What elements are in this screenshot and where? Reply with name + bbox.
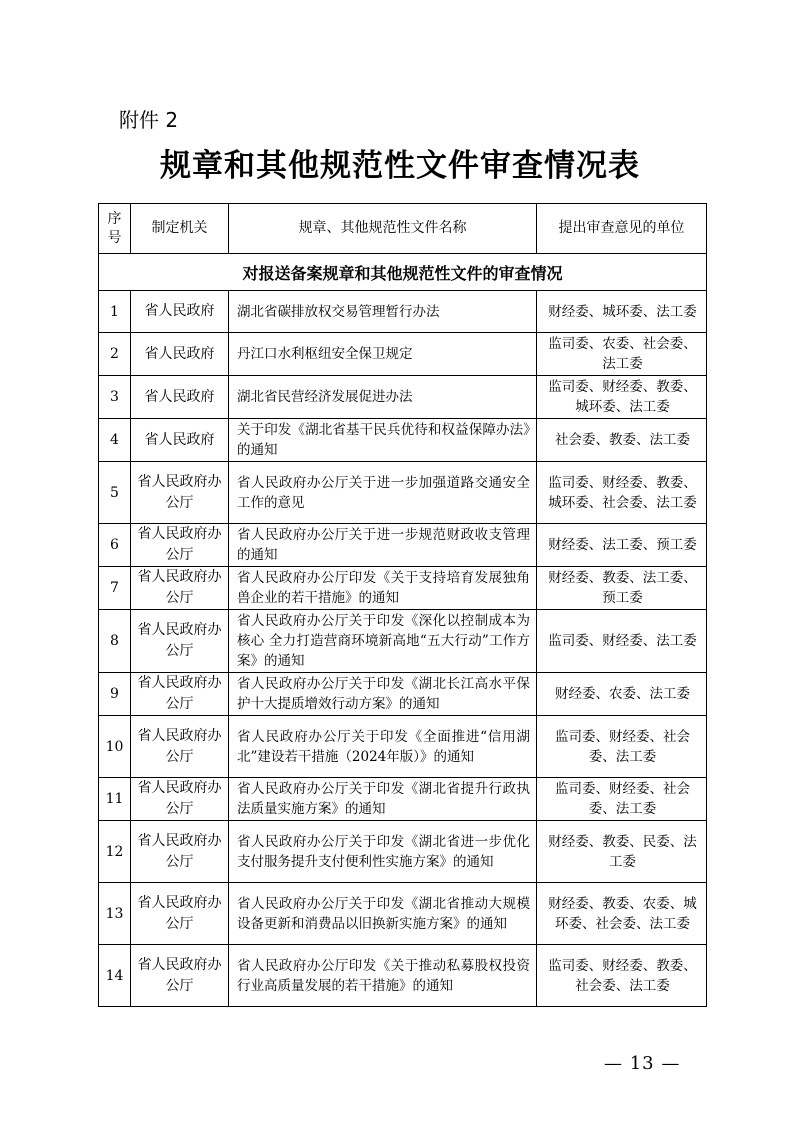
row-org: 省人民政府办公厅 [131, 821, 229, 883]
row-review-units: 监司委、财经委、教委、社会委、法工委 [537, 945, 707, 1007]
row-org: 省人民政府 [131, 419, 229, 462]
row-number: 8 [99, 610, 131, 673]
attachment-label: 附件 2 [119, 108, 179, 132]
row-org: 省人民政府办公厅 [131, 673, 229, 716]
row-document-name: 省人民政府办公厅关于进一步加强道路交通安全工作的意见 [229, 462, 537, 524]
row-org: 省人民政府办公厅 [131, 778, 229, 821]
row-number: 5 [99, 462, 131, 524]
table-row [99, 333, 707, 376]
row-document-name: 关于印发《湖北省基干民兵优待和权益保障办法》的通知 [229, 419, 537, 462]
row-document-name: 湖北省民营经济发展促进办法 [229, 376, 537, 419]
row-review-units: 监司委、财经委、教委、城环委、社会委、法工委 [537, 462, 707, 524]
table-row [99, 945, 707, 1007]
row-document-name: 省人民政府办公厅关于印发《湖北省推动大规模设备更新和消费品以旧换新实施方案》的通知 [229, 883, 537, 945]
row-number: 7 [99, 567, 131, 610]
header-seq: 序号 [99, 204, 131, 254]
row-document-name: 湖北省碳排放权交易管理暂行办法 [229, 291, 537, 333]
row-document-name: 省人民政府办公厅关于印发《湖北长江高水平保护十大提质增效行动方案》的通知 [229, 673, 537, 716]
row-review-units: 监司委、财经委、社会委、法工委 [537, 778, 707, 821]
row-number: 3 [99, 376, 131, 419]
table-row [99, 567, 707, 610]
row-review-units: 财经委、教委、农委、城环委、社会委、法工委 [537, 883, 707, 945]
row-document-name: 丹江口水利枢纽安全保卫规定 [229, 333, 537, 376]
row-org: 省人民政府办公厅 [131, 716, 229, 778]
row-number: 14 [99, 945, 131, 1007]
row-number: 10 [99, 716, 131, 778]
row-document-name: 省人民政府办公厅印发《关于推动私募股权投资行业高质量发展的若干措施》的通知 [229, 945, 537, 1007]
row-org: 省人民政府办公厅 [131, 610, 229, 673]
row-org: 省人民政府 [131, 376, 229, 419]
row-number: 12 [99, 821, 131, 883]
row-number: 4 [99, 419, 131, 462]
row-review-units: 财经委、法工委、预工委 [537, 524, 707, 567]
table-row [99, 462, 707, 524]
row-document-name: 省人民政府办公厅关于印发《全面推进“信用湖北”建设若干措施（2024年版）》的通知 [229, 716, 537, 778]
page-title: 规章和其他规范性文件审查情况表 [160, 148, 640, 184]
table-row [99, 610, 707, 673]
header-org: 制定机关 [131, 204, 229, 254]
row-document-name: 省人民政府办公厅关于印发《湖北省进一步优化支付服务提升支付便利性实施方案》的通知 [229, 821, 537, 883]
row-review-units: 财经委、教委、法工委、预工委 [537, 567, 707, 610]
table-row [99, 883, 707, 945]
table-row [99, 419, 707, 462]
row-review-units: 财经委、城环委、法工委 [537, 291, 707, 333]
row-number: 11 [99, 778, 131, 821]
row-review-units: 社会委、教委、法工委 [537, 419, 707, 462]
row-org: 省人民政府 [131, 333, 229, 376]
table-row [99, 778, 707, 821]
row-document-name: 省人民政府办公厅关于印发《湖北省提升行政执法质量实施方案》的通知 [229, 778, 537, 821]
row-org: 省人民政府办公厅 [131, 945, 229, 1007]
row-org: 省人民政府 [131, 291, 229, 333]
row-document-name: 省人民政府办公厅印发《关于支持培育发展独角兽企业的若干措施》的通知 [229, 567, 537, 610]
row-number: 9 [99, 673, 131, 716]
row-org: 省人民政府办公厅 [131, 524, 229, 567]
table-row [99, 291, 707, 333]
row-number: 13 [99, 883, 131, 945]
row-number: 6 [99, 524, 131, 567]
table-row [99, 716, 707, 778]
row-document-name: 省人民政府办公厅关于印发《深化以控制成本为核心 全力打造营商环境新高地“五大行动”工作方案》的通知 [229, 610, 537, 673]
row-number: 2 [99, 333, 131, 376]
table-row [99, 376, 707, 419]
section-title: 对报送备案规章和其他规范性文件的审查情况 [99, 254, 707, 291]
table-row [99, 673, 707, 716]
row-review-units: 监司委、财经委、教委、城环委、法工委 [537, 376, 707, 419]
table-row [99, 821, 707, 883]
row-org: 省人民政府办公厅 [131, 567, 229, 610]
row-review-units: 财经委、教委、民委、法工委 [537, 821, 707, 883]
header-name: 规章、其他规范性文件名称 [229, 204, 537, 254]
row-document-name: 省人民政府办公厅关于进一步规范财政收支管理的通知 [229, 524, 537, 567]
row-review-units: 监司委、财经委、法工委 [537, 610, 707, 673]
row-review-units: 监司委、农委、社会委、法工委 [537, 333, 707, 376]
table-row [99, 524, 707, 567]
header-dept: 提出审查意见的单位 [537, 204, 707, 254]
table-header-row [99, 204, 707, 254]
row-number: 1 [99, 291, 131, 333]
row-org: 省人民政府办公厅 [131, 883, 229, 945]
row-review-units: 财经委、农委、法工委 [537, 673, 707, 716]
row-review-units: 监司委、财经委、社会委、法工委 [537, 716, 707, 778]
section-row [99, 254, 707, 291]
row-org: 省人民政府办公厅 [131, 462, 229, 524]
page-number: — 13 — [604, 1053, 681, 1074]
review-table [98, 203, 707, 1007]
